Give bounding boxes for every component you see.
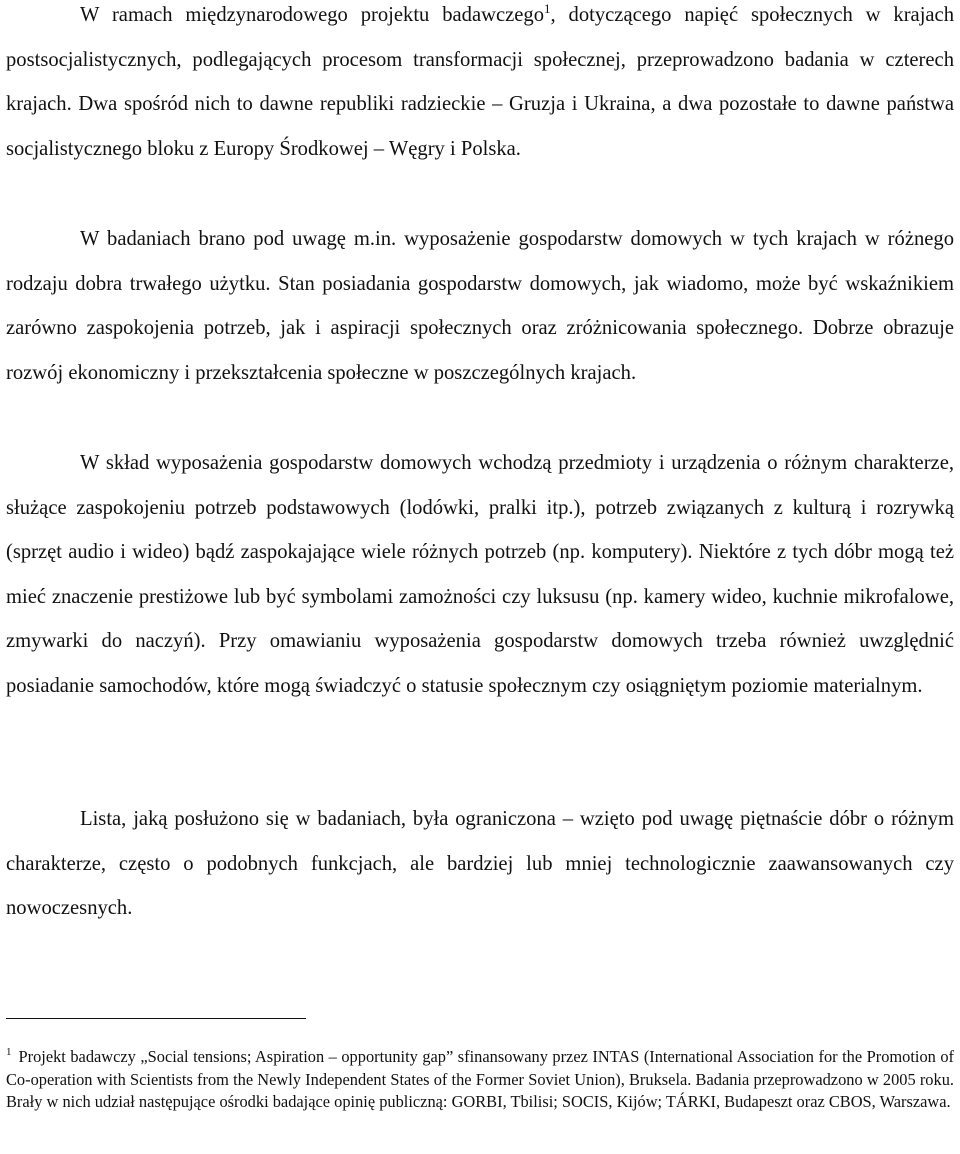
paragraph-1-text-end: , dotyczącego napięć społecznych w krajach postsocjalistycznych, podlegających procesom transformacji społecznej, przeprowadzono badania w czterech krajach. Dwa spośród nich to dawne republiki radzieckie – Gruzja i Ukraina, a dwa pozostałe to dawne państwa socjalistycznego bloku z Europy Środkowej – Węgry i Polska. xyxy=(6,4,954,160)
footnote-separator xyxy=(6,1018,306,1019)
footnote-reference[interactable]: 1 xyxy=(544,1,551,16)
paragraph-3: W skład wyposażenia gospodarstw domowych wchodzą przedmioty i urządzenia o różnym charakterze, służące zaspokojeniu potrzeb podstawowych (lodówki, pralki itp.), potrzeb związanych z kulturą i rozrywką (sprzęt audio i wideo) bądź zaspokajające wiele różnych potrzeb (np. komputery). Niektóre z tych dóbr mogą też mieć znaczenie prestiżowe lub być symbolami zamożności czy luksusu (np. kamery wideo, kuchnie mikrofalowe, zmywarki do naczyń). Przy omawianiu wyposażenia gospodarstw domowych trzeba również uwzględnić posiadanie samochodów, które mogą świadczyć o statusie społecznym czy osiągniętym poziomie materialnym. xyxy=(6,452,954,697)
footnote xyxy=(6,1046,954,1114)
footnote-text: Projekt badawczy „Social tensions; Aspiration – opportunity gap” sfinansowany przez INTAS (International Association for the Promotion of Co-operation with Scientists from the Newly Independent States of the Former Soviet Union), Bruksela. Badania przeprowadzono w 2005 roku. Brały w nich udział następujące ośrodki badające opinię publiczną: GORBI, Tbilisi; SOCIS, Kijów; TÁRKI, Budapeszt oraz CBOS, Warszawa. xyxy=(6,1047,954,1111)
paragraph-1 xyxy=(6,0,954,171)
paragraph-2: W badaniach brano pod uwagę m.in. wyposażenie gospodarstw domowych w tych krajach w różnego rodzaju dobra trwałego użytku. Stan posiadania gospodarstw domowych, jak wiadomo, może być wskaźnikiem zarówno zaspokojenia potrzeb, jak i aspiracji społecznych oraz zróżnicowania społecznego. Dobrze obrazuje rozwój ekonomiczny i przekształcenia społeczne w poszczególnych krajach. xyxy=(6,228,954,384)
footnote-marker: 1 xyxy=(6,1046,12,1058)
paragraph-1-text-start: W ramach międzynarodowego projektu badawczego xyxy=(80,4,545,26)
paragraph-4: Lista, jaką posłużono się w badaniach, była ograniczona – wzięto pod uwagę piętnaście dóbr o różnym charakterze, często o podobnych funkcjach, ale bardziej lub mniej technologicznie zaawansowanych czy nowoczesnych. xyxy=(6,808,954,920)
